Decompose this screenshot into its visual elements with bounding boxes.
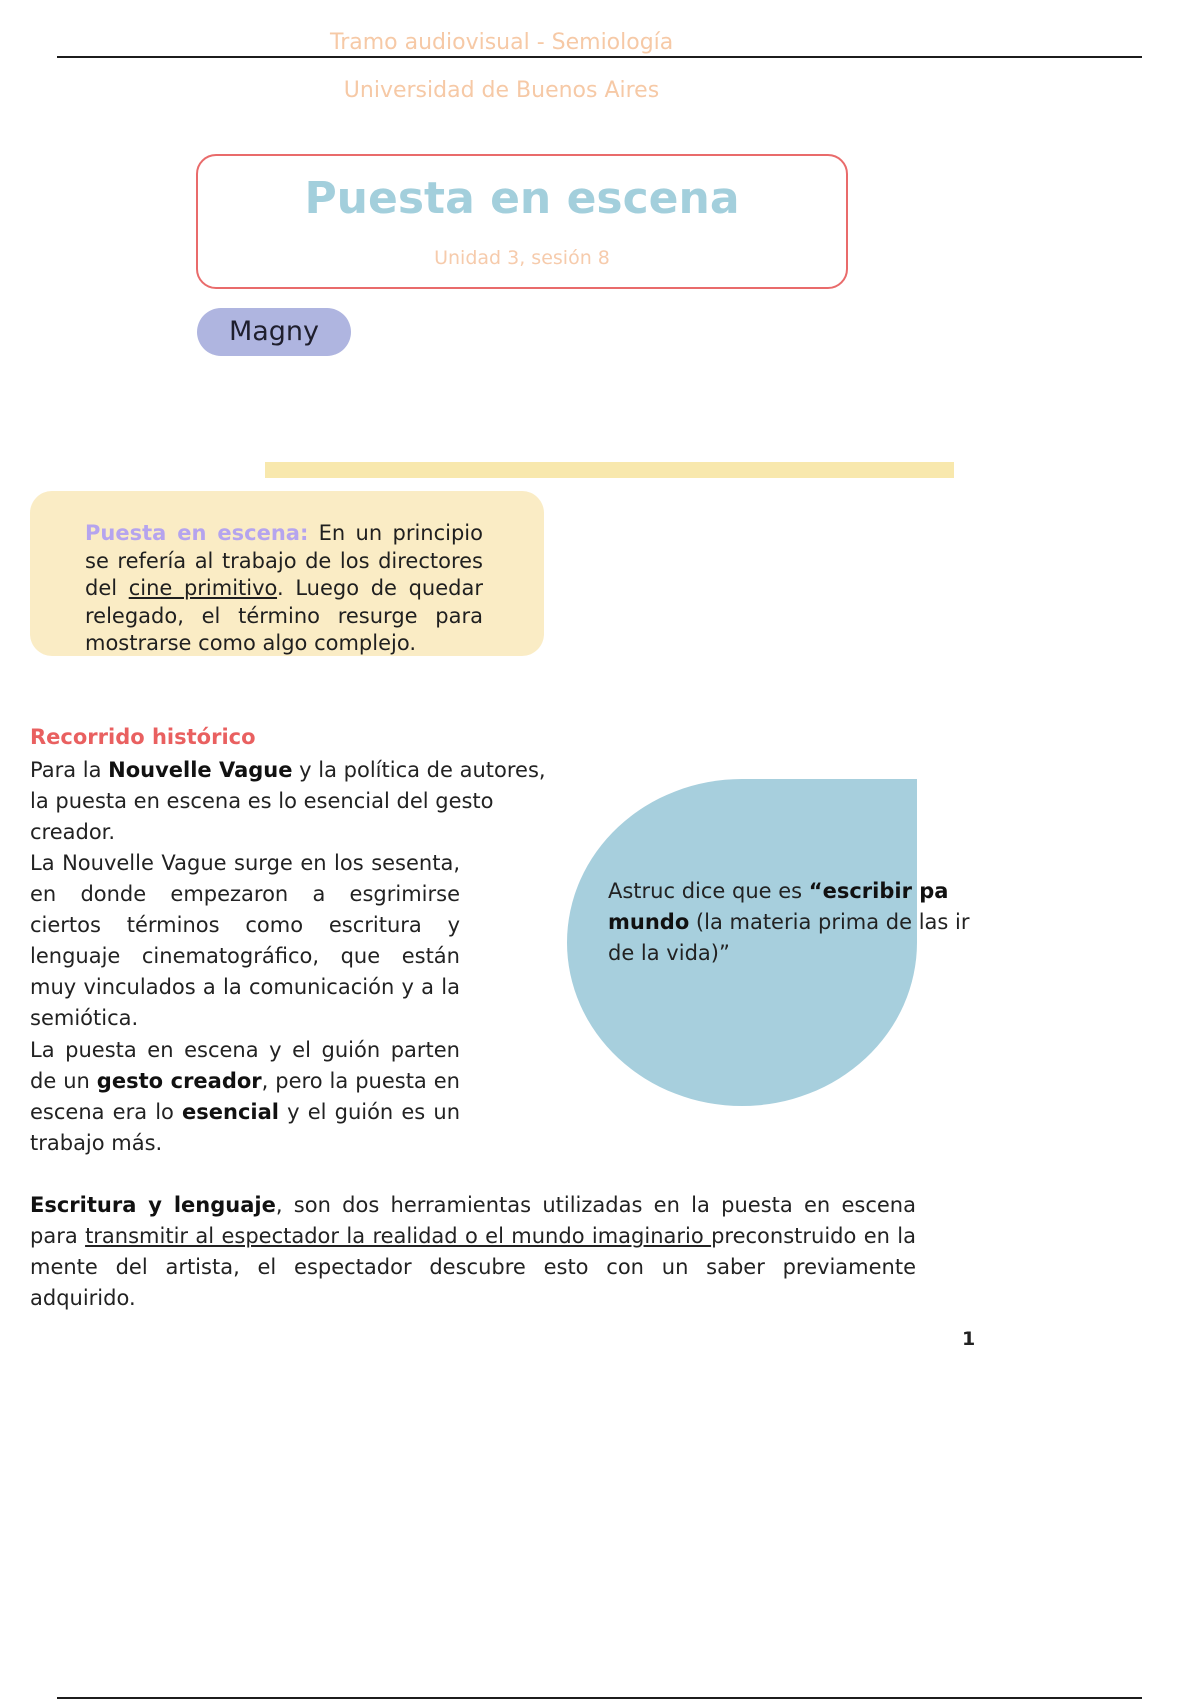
header-rule xyxy=(57,56,1142,58)
page-subtitle: Unidad 3, sesión 8 xyxy=(434,247,610,269)
page-title: Puesta en escena xyxy=(304,173,740,224)
header-university: Universidad de Buenos Aires xyxy=(343,78,660,103)
underlined-cine-primitivo: cine primitivo xyxy=(128,576,278,600)
paragraph-escritura-lenguaje: Escritura y lenguaje, son dos herramientas utilizadas en la puesta en escena para transmitir al espectador la realidad o el mundo imaginario preconstruido en la mente del artista, el espectador descubre esto con un saber previamente adquirido. xyxy=(30,1193,916,1310)
astruc-quote: Astruc dice que es “escribir pa mundo (la materia prima de las ir de la vida)” xyxy=(608,879,970,965)
footer-rule xyxy=(57,1697,1142,1699)
paragraph-nouvelle-vague: Para la Nouvelle Vague y la política de autores, la puesta en escena es lo esencial del gesto creador. xyxy=(30,758,546,844)
definition-note: Puesta en escena: En un principio se refería al trabajo de los directores del cine primitivo. Luego de quedar relegado, el término resurge para mostrarse como algo complejo. xyxy=(85,521,483,655)
paragraph-gesto-creador: La puesta en escena y el guión parten de un gesto creador, pero la puesta en escena era lo esencial y el guión es un trabajo más. xyxy=(30,1038,461,1155)
definition-term: Puesta en escena: xyxy=(85,521,309,545)
title-box xyxy=(196,154,848,289)
section-title: Recorrido histórico xyxy=(30,725,256,749)
author-tag: Magny xyxy=(197,308,351,356)
header-course: Tramo audiovisual - Semiología xyxy=(330,30,674,55)
highlight-bar xyxy=(265,462,954,478)
page-number: 1 xyxy=(962,1328,976,1350)
paragraph-sesenta: La Nouvelle Vague surge en los sesenta, en donde empezaron a esgrimirse ciertos términos como escritura y lenguaje cinematográfico, que están muy vinculados a la comunicación y a la semiótica. xyxy=(30,851,460,1030)
